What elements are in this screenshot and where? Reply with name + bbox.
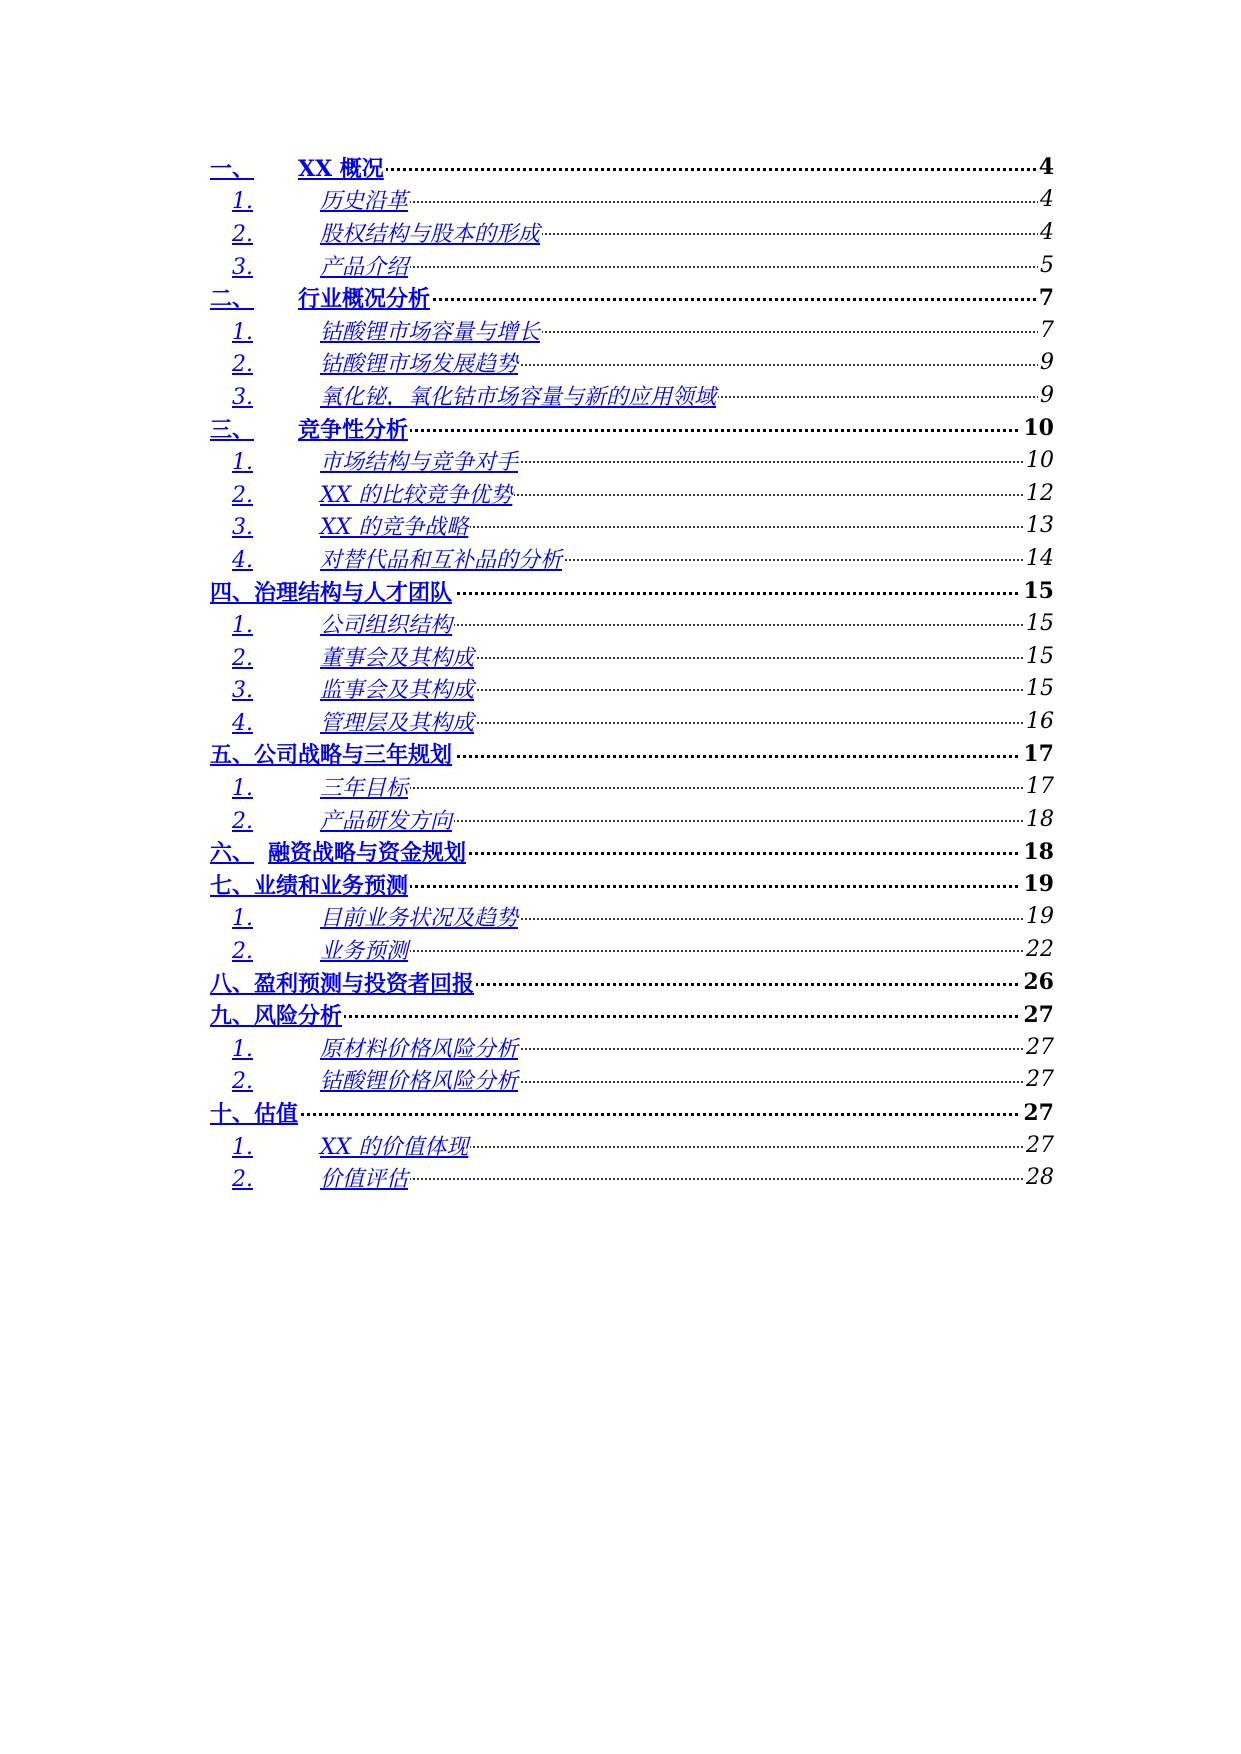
toc-section-entry[interactable] (210, 184, 1054, 217)
toc-page-number: 13 (1026, 513, 1054, 539)
toc-entry-number: 1. (232, 776, 253, 802)
toc-entry-title: 价值评估 (320, 1167, 409, 1193)
toc-entry-title: XX 概况 (298, 155, 384, 182)
toc-entry-link[interactable] (210, 934, 410, 965)
toc-page-number: 15 (1026, 611, 1054, 637)
toc-section-entry[interactable] (210, 705, 1054, 738)
toc-entry-number: 2. (232, 939, 253, 965)
toc-page-number: 17 (1026, 774, 1054, 800)
toc-entry-link[interactable] (210, 608, 454, 639)
toc-entry-title: 目前业务状况及趋势 (320, 906, 519, 932)
toc-entry-number: 1. (232, 1036, 253, 1062)
toc-page-number: 27 (1026, 1034, 1054, 1060)
toc-entry-link[interactable] (210, 967, 476, 998)
toc-page-number: 27 (1023, 1099, 1054, 1126)
toc-entry-number: 1. (232, 450, 253, 476)
toc-page-number: 15 (1026, 643, 1054, 669)
toc-entry-link[interactable] (210, 1064, 520, 1095)
toc-section-entry[interactable] (210, 1129, 1054, 1162)
toc-entry-title: 盈利预测与投资者回报 (254, 970, 475, 997)
toc-entry-number: 2. (232, 645, 253, 671)
toc-entry-title: 历史沿革 (320, 189, 409, 215)
toc-page-number: 16 (1026, 708, 1054, 734)
toc-entry-title: 公司组织结构 (320, 613, 453, 639)
toc-page-number: 26 (1023, 969, 1054, 996)
toc-entry-number: 4. (232, 710, 253, 736)
toc-section-entry[interactable] (210, 314, 1054, 347)
toc-chapter-entry[interactable] (210, 1096, 1054, 1129)
toc-entry-link[interactable] (210, 478, 514, 509)
toc-page-number: 9 (1040, 382, 1054, 408)
toc-entry-title: XX 的竞争战略 (320, 515, 469, 541)
toc-entry-number: 1. (232, 1134, 253, 1160)
toc-entry-number: 3. (232, 254, 253, 280)
toc-page-number: 27 (1023, 1001, 1054, 1028)
toc-entry-number: 3. (232, 515, 253, 541)
toc-entry-title: 融资战略与资金规划 (268, 840, 467, 867)
toc-section-entry[interactable] (210, 1031, 1054, 1064)
toc-entry-title: 治理结构与人才团队 (254, 579, 453, 606)
toc-entry-link[interactable] (210, 771, 410, 802)
toc-entry-number: 四、 (210, 579, 255, 606)
toc-entry-title: 监事会及其构成 (320, 678, 475, 704)
dot-leader (210, 1113, 1054, 1116)
toc-page-number: 19 (1026, 904, 1054, 930)
toc-entry-link[interactable] (210, 217, 542, 248)
toc-entry-title: 市场结构与竞争对手 (320, 450, 519, 476)
table-of-contents (210, 151, 1054, 1194)
toc-entry-title: 管理层及其构成 (320, 710, 475, 736)
toc-entry-link[interactable] (210, 1032, 520, 1063)
toc-chapter-entry[interactable] (210, 151, 1054, 184)
toc-entry-title: 董事会及其构成 (320, 645, 475, 671)
toc-entry-number: 一、 (210, 155, 255, 182)
toc-section-entry[interactable] (210, 607, 1054, 640)
toc-entry-number: 2. (232, 221, 253, 247)
toc-section-entry[interactable] (210, 477, 1054, 510)
toc-entry-link[interactable] (210, 347, 520, 378)
toc-entry-title: XX 的价值体现 (320, 1134, 469, 1160)
toc-section-entry[interactable] (210, 770, 1054, 803)
toc-entry-link[interactable] (210, 673, 476, 704)
toc-page-number: 9 (1040, 350, 1054, 376)
toc-chapter-entry[interactable] (210, 998, 1054, 1031)
toc-chapter-entry[interactable] (210, 835, 1054, 868)
toc-page-number: 4 (1038, 154, 1054, 181)
toc-entry-number: 二、 (210, 286, 255, 313)
toc-entry-link[interactable] (210, 901, 520, 932)
toc-entry-number: 3. (232, 678, 253, 704)
toc-page-number: 18 (1023, 838, 1054, 865)
toc-entry-link[interactable] (210, 641, 476, 672)
toc-page-number: 12 (1026, 480, 1054, 506)
toc-page-number: 4 (1040, 219, 1054, 245)
toc-entry-link[interactable] (210, 576, 454, 607)
toc-entry-link[interactable] (210, 282, 432, 313)
toc-entry-title: 钴酸锂价格风险分析 (320, 1069, 519, 1095)
toc-entry-title: XX 的比较竞争优势 (320, 482, 513, 508)
toc-section-entry[interactable] (210, 901, 1054, 934)
toc-entry-link[interactable] (210, 836, 468, 867)
toc-section-entry[interactable] (210, 347, 1054, 380)
toc-section-entry[interactable] (210, 933, 1054, 966)
toc-entry-number: 2. (232, 352, 253, 378)
toc-entry-number: 1. (232, 906, 253, 932)
toc-entry-link[interactable] (210, 999, 344, 1030)
toc-section-entry[interactable] (210, 216, 1054, 249)
toc-entry-title: 钴酸锂市场容量与增长 (320, 319, 541, 345)
toc-entry-number: 2. (232, 1167, 253, 1193)
toc-chapter-entry[interactable] (210, 868, 1054, 901)
toc-entry-title: 氧化铋，氧化钴市场容量与新的应用领域 (320, 384, 717, 410)
toc-entry-title: 原材料价格风险分析 (320, 1036, 519, 1062)
toc-entry-number: 2. (232, 808, 253, 834)
toc-entry-link[interactable] (210, 706, 476, 737)
toc-entry-link[interactable] (210, 543, 564, 574)
toc-entry-number: 2. (232, 482, 253, 508)
toc-entry-number: 九、 (210, 1003, 255, 1030)
toc-page-number: 15 (1023, 578, 1054, 605)
toc-entry-number: 1. (232, 613, 253, 639)
toc-entry-number: 六、 (210, 840, 255, 867)
toc-entry-title: 三年目标 (320, 776, 409, 802)
toc-section-entry[interactable] (210, 510, 1054, 543)
toc-page-number: 28 (1026, 1165, 1054, 1191)
toc-entry-number: 七、 (210, 872, 255, 899)
toc-chapter-entry[interactable] (210, 412, 1054, 445)
toc-page-number: 27 (1026, 1067, 1054, 1093)
toc-chapter-entry[interactable] (210, 281, 1054, 314)
toc-entry-title: 股权结构与股本的形成 (320, 221, 541, 247)
toc-chapter-entry[interactable] (210, 575, 1054, 608)
toc-section-entry[interactable] (210, 803, 1054, 836)
toc-section-entry[interactable] (210, 542, 1054, 575)
toc-page-number: 22 (1026, 937, 1054, 963)
toc-section-entry[interactable] (210, 673, 1054, 706)
toc-section-entry[interactable] (210, 379, 1054, 412)
toc-entry-number: 3. (232, 384, 253, 410)
toc-entry-number: 五、 (210, 742, 255, 769)
toc-entry-title: 竞争性分析 (298, 416, 409, 443)
toc-entry-title: 估值 (254, 1101, 299, 1128)
toc-entry-number: 4. (232, 547, 253, 573)
toc-page-number: 5 (1040, 252, 1054, 278)
toc-section-entry[interactable] (210, 1161, 1054, 1194)
toc-entry-link[interactable] (210, 413, 410, 444)
toc-entry-title: 业务预测 (320, 939, 409, 965)
toc-entry-number: 1. (232, 319, 253, 345)
toc-page-number: 17 (1023, 740, 1054, 767)
toc-page-number: 4 (1040, 187, 1054, 213)
toc-page-number: 15 (1026, 676, 1054, 702)
toc-section-entry[interactable] (210, 640, 1054, 673)
toc-entry-link[interactable] (210, 510, 470, 541)
toc-entry-link[interactable] (210, 315, 542, 346)
toc-page-number: 7 (1038, 284, 1054, 311)
toc-section-entry[interactable] (210, 444, 1054, 477)
toc-entry-title: 行业概况分析 (298, 286, 431, 313)
toc-chapter-entry[interactable] (210, 738, 1054, 771)
toc-page-number: 18 (1026, 806, 1054, 832)
toc-entry-title: 产品介绍 (320, 254, 409, 280)
toc-entry-title: 对替代品和互补品的分析 (320, 547, 563, 573)
toc-entry-link[interactable] (210, 869, 410, 900)
toc-page-number: 10 (1026, 448, 1054, 474)
toc-entry-link[interactable] (210, 152, 386, 183)
toc-entry-number: 2. (232, 1069, 253, 1095)
toc-page-number: 7 (1040, 317, 1054, 343)
toc-entry-link[interactable] (210, 380, 718, 411)
toc-entry-link[interactable] (210, 445, 520, 476)
toc-entry-link[interactable] (210, 1097, 300, 1128)
toc-section-entry[interactable] (210, 1064, 1054, 1097)
toc-entry-link[interactable] (210, 184, 410, 215)
toc-entry-title: 公司战略与三年规划 (254, 742, 453, 769)
toc-entry-number: 三、 (210, 416, 255, 443)
toc-entry-link[interactable] (210, 804, 454, 835)
toc-entry-link[interactable] (210, 1162, 410, 1193)
toc-entry-link[interactable] (210, 250, 410, 281)
toc-entry-link[interactable] (210, 738, 454, 769)
toc-entry-number: 1. (232, 189, 253, 215)
toc-page-number: 27 (1026, 1132, 1054, 1158)
toc-section-entry[interactable] (210, 249, 1054, 282)
toc-page-number: 10 (1023, 415, 1054, 442)
toc-entry-title: 产品研发方向 (320, 808, 453, 834)
toc-entry-link[interactable] (210, 1130, 470, 1161)
toc-entry-title: 业绩和业务预测 (254, 872, 409, 899)
toc-page-number: 19 (1023, 871, 1054, 898)
toc-entry-title: 风险分析 (254, 1003, 343, 1030)
toc-chapter-entry[interactable] (210, 966, 1054, 999)
toc-entry-number: 八、 (210, 970, 255, 997)
toc-page-number: 14 (1026, 545, 1054, 571)
toc-entry-title: 钴酸锂市场发展趋势 (320, 352, 519, 378)
toc-entry-number: 十、 (210, 1101, 255, 1128)
